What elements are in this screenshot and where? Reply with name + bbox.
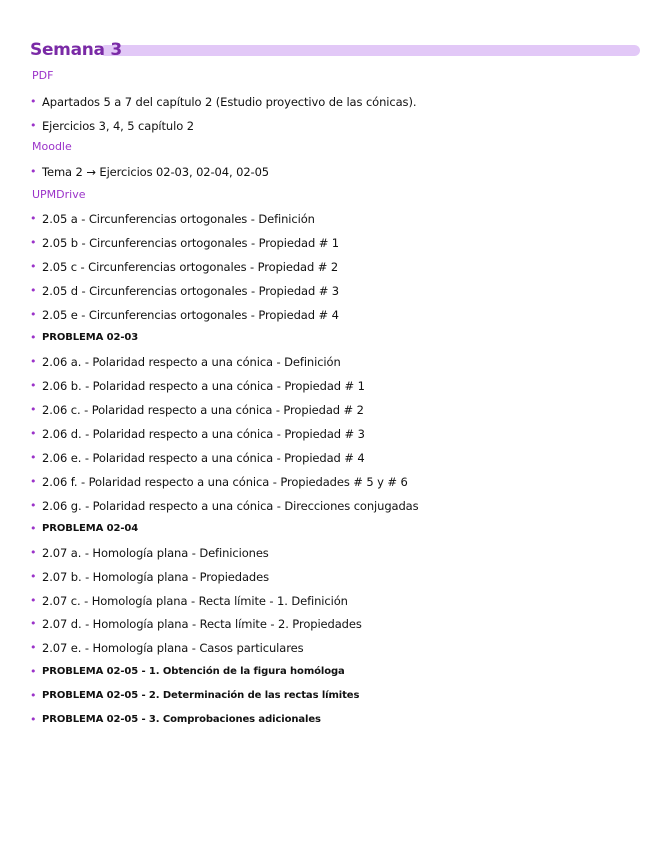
bullet-icon: • [30, 451, 37, 464]
bullet-icon: • [30, 119, 37, 132]
bullet-icon: • [30, 594, 37, 607]
page-title: Semana 3 [30, 40, 122, 60]
bullet-icon: • [30, 641, 37, 654]
list-item [30, 520, 138, 538]
list-item-text: 2.06 f. - Polaridad respecto a una cónica - Propiedades # 5 y # 6 [42, 475, 408, 489]
list-item [30, 592, 348, 610]
list-item-text: 2.06 e. - Polaridad respecto a una cónica - Propiedad # 4 [42, 451, 365, 465]
title-highlight-bar [100, 45, 640, 56]
bullet-icon: • [30, 499, 37, 512]
list-item [30, 639, 303, 657]
list-item-text: 2.07 e. - Homología plana - Casos particulares [42, 641, 304, 655]
bullet-icon: • [30, 713, 37, 726]
list-item-text: 2.07 b. - Homología plana - Propiedades [42, 570, 269, 584]
list-item [30, 282, 339, 300]
list-item [30, 401, 364, 419]
list-item [30, 353, 341, 371]
title-row [30, 40, 640, 62]
list-item [30, 711, 321, 729]
bullet-icon: • [30, 95, 37, 108]
bullet-icon: • [30, 260, 37, 273]
bullet-icon: • [30, 689, 37, 702]
list-item-text: 2.05 d - Circunferencias ortogonales - Propiedad # 3 [42, 284, 340, 298]
list-item-text: 2.06 c. - Polaridad respecto a una cónica - Propiedad # 2 [42, 403, 364, 417]
list-item-text: 2.07 d. - Homología plana - Recta límite - 2. Propiedades [42, 617, 362, 631]
list-item [30, 473, 408, 491]
list-item [30, 425, 365, 443]
bullet-icon: • [30, 617, 37, 630]
bullet-icon: • [30, 522, 37, 535]
list-item [30, 497, 419, 515]
list-item [30, 687, 359, 705]
bullet-icon: • [30, 165, 37, 178]
list-item [30, 306, 339, 324]
bullet-icon: • [30, 403, 37, 416]
list-item-text: 2.07 a. - Homología plana - Definiciones [42, 546, 269, 560]
list-item-text: 2.05 a - Circunferencias ortogonales - Definición [42, 212, 315, 226]
list-item [30, 377, 365, 395]
list-item-text: 2.05 b - Circunferencias ortogonales - Propiedad # 1 [42, 236, 340, 250]
list-item [30, 234, 339, 252]
list-item-text: 2.05 c - Circunferencias ortogonales - Propiedad # 2 [42, 260, 339, 274]
list-item [30, 93, 416, 111]
section-heading: Moodle [32, 140, 72, 153]
bullet-icon: • [30, 212, 37, 225]
list-item [30, 210, 315, 228]
list-item [30, 615, 362, 633]
list-item-text: 2.06 g. - Polaridad respecto a una cónica - Direcciones conjugadas [42, 499, 419, 513]
list-item-text: PROBLEMA 02-05 - 1. Obtención de la figura homóloga [42, 666, 345, 677]
section-heading: UPMDrive [32, 188, 86, 201]
list-item [30, 568, 269, 586]
list-item-text: Ejercicios 3, 4, 5 capítulo 2 [42, 119, 194, 133]
list-item-text: 2.07 c. - Homología plana - Recta límite - 1. Definición [42, 594, 348, 608]
list-item [30, 258, 338, 276]
list-item-text: Apartados 5 a 7 del capítulo 2 (Estudio proyectivo de las cónicas). [42, 95, 417, 109]
list-item-text: 2.05 e - Circunferencias ortogonales - Propiedad # 4 [42, 308, 339, 322]
bullet-icon: • [30, 284, 37, 297]
list-item-text: 2.06 d. - Polaridad respecto a una cónica - Propiedad # 3 [42, 427, 365, 441]
bullet-icon: • [30, 427, 37, 440]
section-heading: PDF [32, 69, 54, 82]
list-item-text: Tema 2 → Ejercicios 02-03, 02-04, 02-05 [42, 165, 270, 179]
list-item-text: 2.06 a. - Polaridad respecto a una cónica - Definición [42, 355, 341, 369]
list-item [30, 117, 194, 135]
list-item-text: PROBLEMA 02-03 [42, 332, 139, 343]
list-item-text: PROBLEMA 02-04 [42, 523, 139, 534]
bullet-icon: • [30, 236, 37, 249]
list-item [30, 544, 269, 562]
bullet-icon: • [30, 355, 37, 368]
list-item [30, 329, 138, 347]
list-item-text: PROBLEMA 02-05 - 3. Comprobaciones adicionales [42, 714, 321, 725]
list-item [30, 449, 365, 467]
bullet-icon: • [30, 379, 37, 392]
list-item-text: 2.06 b. - Polaridad respecto a una cónica - Propiedad # 1 [42, 379, 365, 393]
list-item [30, 663, 345, 681]
bullet-icon: • [30, 308, 37, 321]
bullet-icon: • [30, 475, 37, 488]
bullet-icon: • [30, 570, 37, 583]
bullet-icon: • [30, 331, 37, 344]
bullet-icon: • [30, 546, 37, 559]
bullet-icon: • [30, 665, 37, 678]
list-item [30, 163, 269, 181]
list-item-text: PROBLEMA 02-05 - 2. Determinación de las rectas límites [42, 690, 360, 701]
